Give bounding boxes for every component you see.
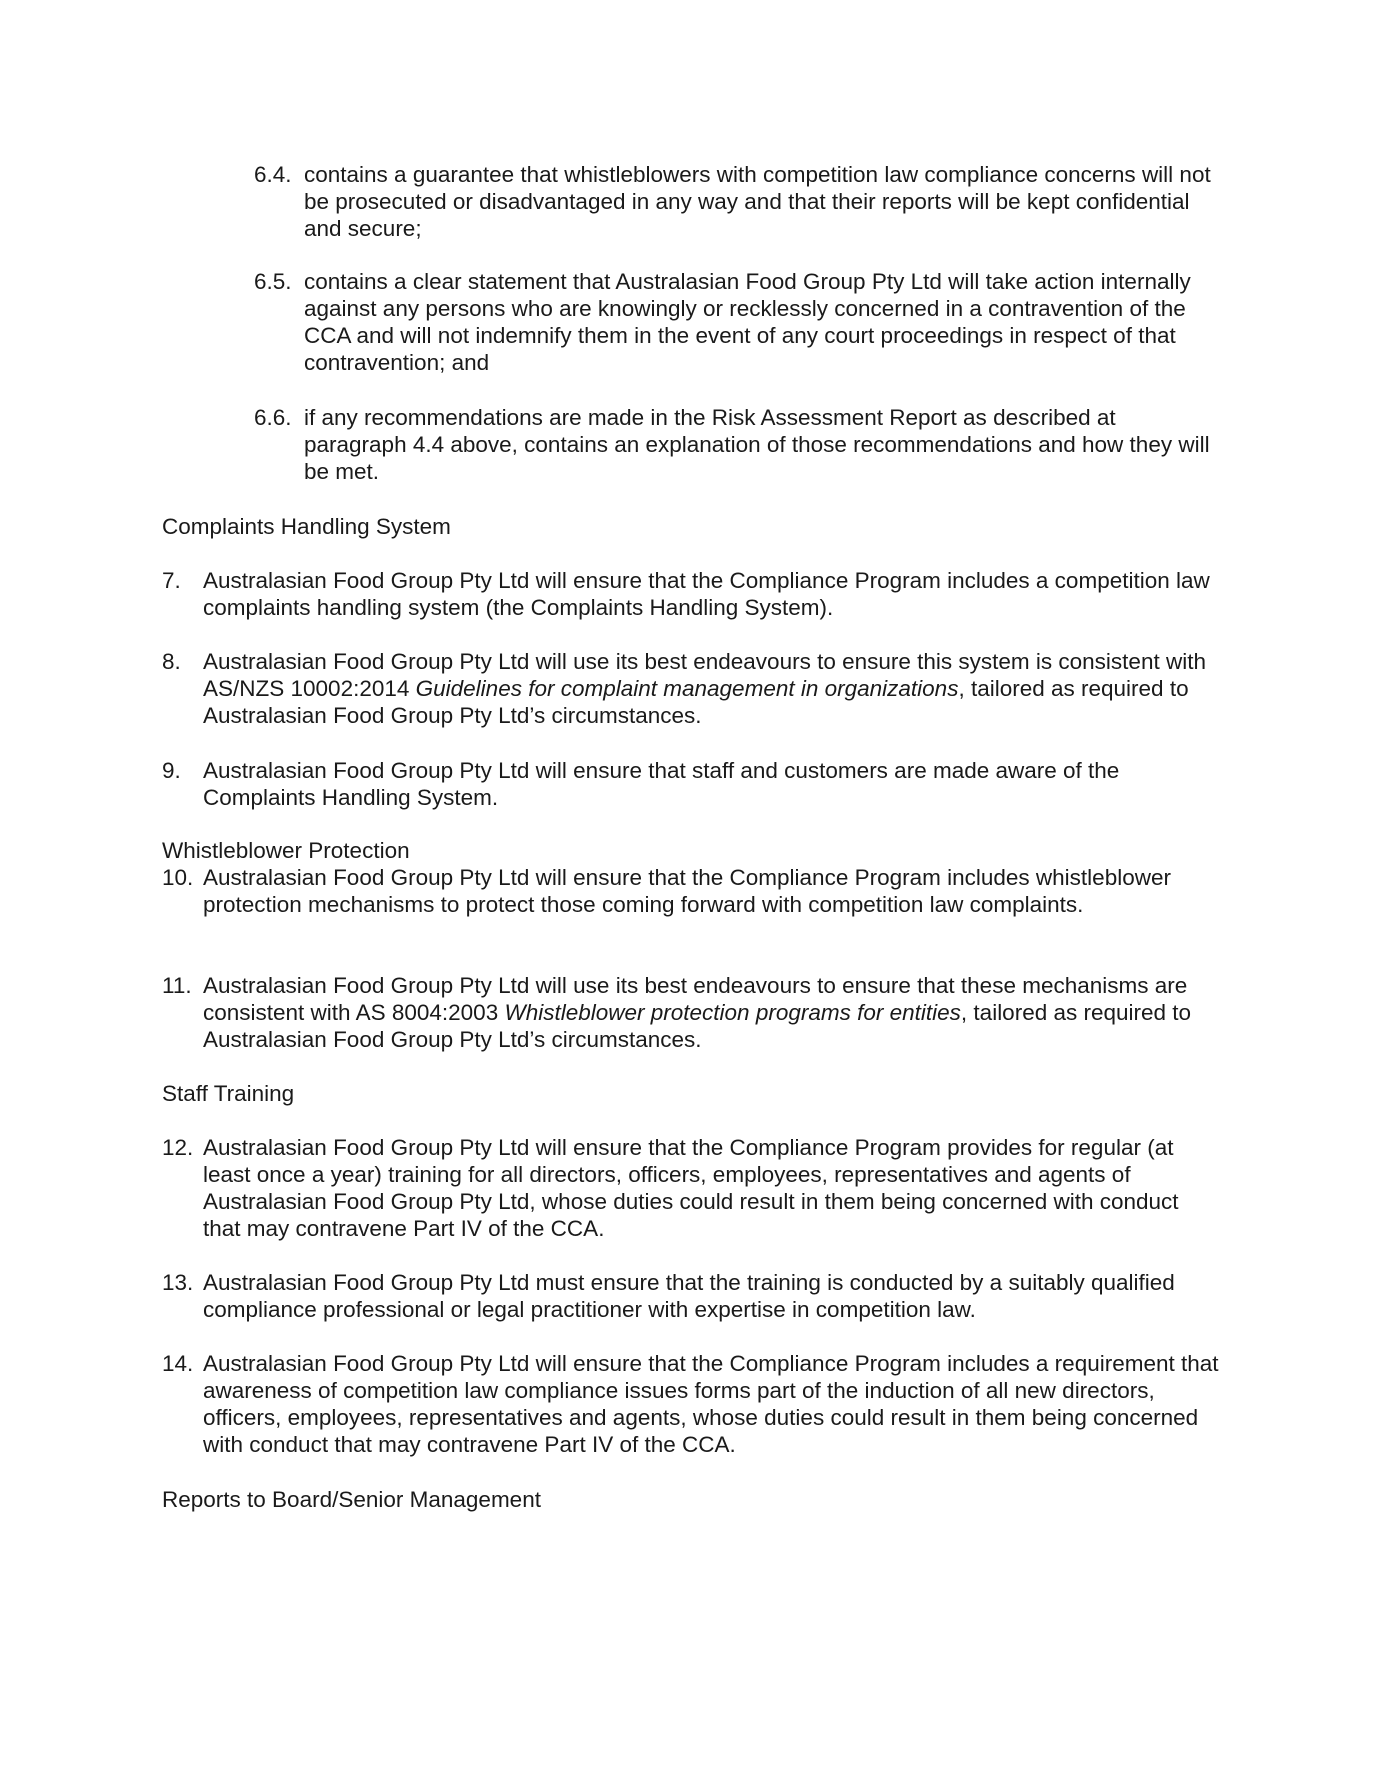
- clause-number: 9.: [162, 758, 181, 783]
- clause-text: [203, 972, 1222, 1053]
- clause-number: 6.5.: [254, 269, 292, 294]
- section-heading-training: Staff Training: [162, 1081, 295, 1106]
- clause-text: Australasian Food Group Pty Ltd will ensure that staff and customers are made aware of the Complaints Handling System.: [203, 758, 1120, 810]
- clause-number: 10.: [162, 865, 194, 890]
- clause-6-6: [254, 404, 1214, 485]
- clause-text: Australasian Food Group Pty Ltd will ensure that the Compliance Program includes whistleblower protection mechanisms to protect those coming forward with competition law complaints.: [203, 865, 1171, 917]
- clause-text: if any recommendations are made in the Risk Assessment Report as described at paragraph 4.4 above, contains an explanation of those recommendations and how they will be met.: [304, 405, 1210, 484]
- clause-number: 8.: [162, 649, 181, 674]
- standard-title: Guidelines for complaint management in organizations: [415, 676, 959, 701]
- clause-text-pre: Australasian Food Group Pty Ltd will use its best endeavours to ensure this system is consistent with AS/NZS 10002:2014: [203, 649, 1206, 701]
- clause-7: [162, 567, 1222, 621]
- section-heading-complaints: Complaints Handling System: [162, 514, 451, 539]
- section-heading-whistleblower: Whistleblower Protection: [162, 838, 410, 863]
- clause-text: Australasian Food Group Pty Ltd will ensure that the Compliance Program provides for regular (at least once a year) training for all directors, officers, employees, representatives and agents of Australasian Food Group Pty Ltd, whose duties could result in them being concerned with conduct that may contravene Part IV of the CCA.: [203, 1135, 1179, 1241]
- clause-11: [162, 972, 1222, 1053]
- clause-number: 6.4.: [254, 162, 292, 187]
- clause-12: [162, 1134, 1222, 1242]
- clause-8: [162, 648, 1222, 729]
- clause-text: Australasian Food Group Pty Ltd will ensure that the Compliance Program includes a competition law complaints handling system (the Complaints Handling System).: [203, 568, 1210, 620]
- clause-text: contains a clear statement that Australasian Food Group Pty Ltd will take action internally against any persons who are knowingly or recklessly concerned in a contravention of the CCA and will not indemnify them in the event of any court proceedings in respect of that contravention; and: [304, 269, 1191, 375]
- clause-13: [162, 1269, 1222, 1323]
- clause-number: 12.: [162, 1135, 194, 1160]
- clause-text-pre: Australasian Food Group Pty Ltd will use its best endeavours to ensure that these mechanisms are consistent with AS 8004:2003: [203, 973, 1188, 1025]
- clause-text: Australasian Food Group Pty Ltd will ensure that the Compliance Program includes a requirement that awareness of competition law compliance issues forms part of the induction of all new directors, officers, employees, representatives and agents, whose duties could result in them being concerned with conduct that may contravene Part IV of the CCA.: [203, 1351, 1219, 1457]
- clause-number: 7.: [162, 568, 181, 593]
- clause-text: [203, 648, 1222, 729]
- standard-title: Whistleblower protection programs for entities: [504, 1000, 961, 1025]
- clause-number: 11.: [162, 973, 192, 998]
- clause-number: 6.6.: [254, 405, 292, 430]
- clause-6-5: [254, 268, 1214, 376]
- section-heading-reports: Reports to Board/Senior Management: [162, 1487, 541, 1512]
- clause-number: 14.: [162, 1351, 194, 1376]
- clause-14: [162, 1350, 1222, 1458]
- clause-9: [162, 757, 1222, 811]
- clause-text: contains a guarantee that whistleblowers with competition law compliance concerns will not be prosecuted or disadvantaged in any way and that their reports will be kept confidential and secure;: [304, 162, 1211, 241]
- clause-text-post: , tailored as required to Australasian Food Group Pty Ltd’s circumstances.: [203, 1000, 1192, 1052]
- clause-number: 13.: [162, 1270, 194, 1295]
- clause-text: Australasian Food Group Pty Ltd must ensure that the training is conducted by a suitably qualified compliance professional or legal practitioner with expertise in competition law.: [203, 1270, 1175, 1322]
- clause-10: [162, 864, 1222, 918]
- clause-text-post: , tailored as required to Australasian Food Group Pty Ltd’s circumstances.: [203, 676, 1189, 728]
- clause-6-4: [254, 161, 1214, 242]
